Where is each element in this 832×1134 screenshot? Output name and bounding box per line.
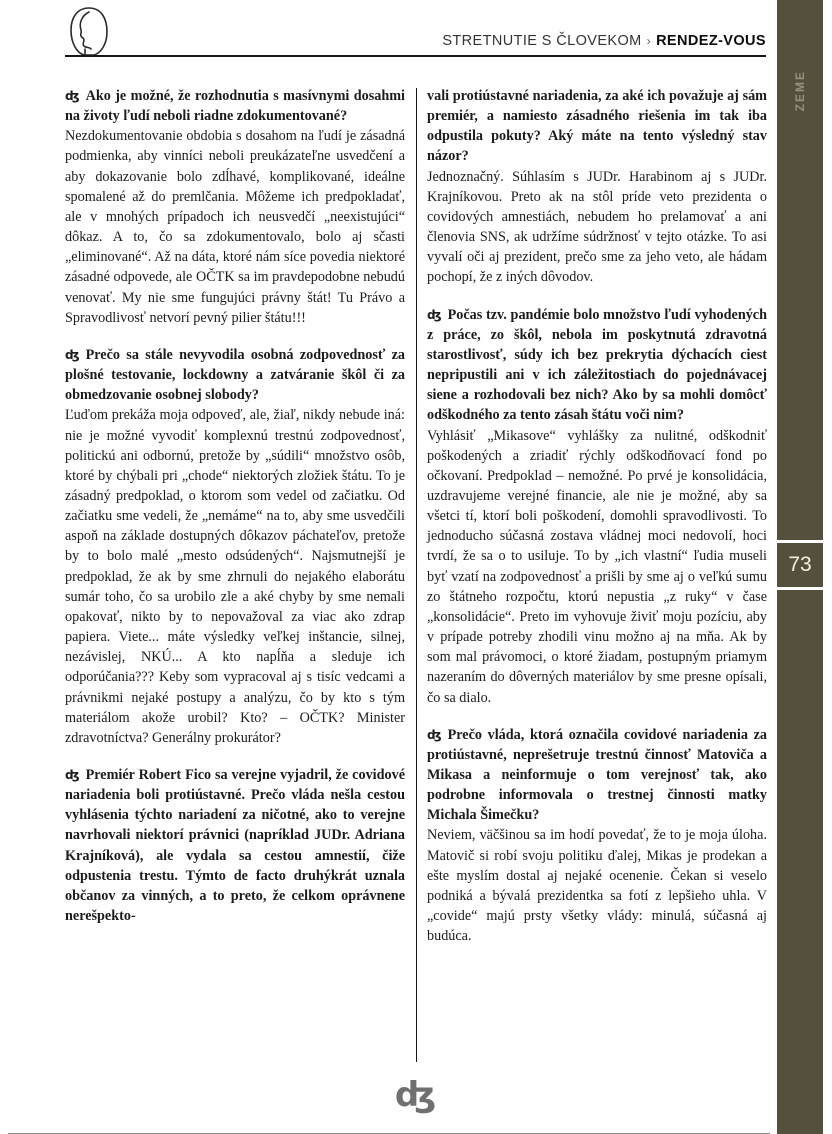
footer-logo-glyph-icon: ʤ [394, 1075, 437, 1115]
chevron-separator-icon: › [646, 34, 652, 48]
spine-label-wrap [777, 70, 823, 111]
question-text: Prečo sa stále nevyvodila osobná zodpovednosť za plošné testovanie, lockdowny a zatváranie škôl či za obmedzovanie osobnej slobody? [65, 346, 405, 404]
section-title: STRETNUTIE S ČLOVEKOM [442, 33, 642, 49]
spine-label: ZEME [793, 70, 807, 112]
interview-answer: Nezdokumentovanie obdobia s dosahom na ľudí je zásadná podmienka, aby vinníci neboli preukázateľne usvedčení a aby dokazovanie bolo zdĺhavé, komplikované, ideálne spomalené až do premlčania. Môžeme ich predpokladať, ale v mnohých prípadoch ich neusvedčí „neexistujúci“ dôkaz. A to, čo sa zdokumentovalo, bolo aj sčasti „eliminované“. Až na dáta, ktoré nám síce povedia niektoré zásadné odpovede, ale OČTK sa im pravdepodobne nebudú venovať. My nie sme fungujúci právny štát! Tu Právo a Spravodlivosť netvorí pevný pilier štátu!!! [65, 128, 405, 326]
head-profile-logo-icon [66, 6, 112, 58]
interview-question [427, 305, 767, 426]
interview-question [427, 725, 767, 826]
question-marker-icon: ʤ [65, 347, 80, 362]
question-text: Počas tzv. pandémie bolo množstvo ľudí vyhodených z práce, zo škôl, nebola im poskytnutá zdravotná starostlivosť, súdy ich bez prekrytia dýchacích ciest nepripustili ani v ich záležitostiach do pojednávacej siene a rozhodovali bez nich? Ako by sa mohli domôcť odškodného za tento zásah štátu voči nim? [427, 306, 767, 424]
interview-answer: Neviem, väčšinou sa im hodí povedať, že to je moja úloha. Matovič si robí svoju politiku ďalej, Mikas je prodekan a ešte myslím dostal aj nejaké ocenenie. Čekan si veselo podniká a bývalá prezidentka sa fotí z lepšieho uhla. V „covide“ majú prsty všetky vlády: minulá, súčasná aj budúca. [427, 827, 767, 945]
question-marker-icon: ʤ [427, 307, 442, 322]
page-number-badge [777, 540, 823, 590]
question-text: Prečo vláda, ktorá označila covidové nariadenia za protiústavné, neprešetruje trestnú činnosť Matoviča a Mikasa a neinformuje o tom verejnosť tak, ako podrobne informovala o trestnej činnosti matky Michala Šimečku? [427, 726, 767, 824]
right-column [427, 86, 767, 1078]
article-body [65, 86, 767, 1078]
header-divider [65, 55, 766, 57]
question-text: Premiér Robert Fico sa verejne vyjadril, že covidové nariadenia boli protiústavné. Prečo vláda nešla cestou vyhlásenia týchto nariadení za ničotné, ako to verejne navrhovali niektorí právnici (napríklad JUDr. Adriana Krajníková), ale vydala sa cestou amnestií, čiže odpustenia trestu. Týmto de facto druhýkrát uznala občanov za vinných, a to preto, že celkom oprávnene nerešpekto- [65, 767, 405, 925]
interview-answer: Ľuďom prekáža moja odpoveď, ale, žiaľ, nikdy nebude iná: nie je možné vyvodiť komplexnú trestnú zodpovednosť, politickú ani odbornú, pretože by „súdili“ množstvo osôb, ktoré by chýbali pri „chode“ niektorých zložiek štátu. To je zásadný predpoklad, o ktorom som vedel od začiatku. Od začiatku sme vedeli, že „nemáme“ na to, aby sme usvedčili aspoň na základe dostupných dôkazov páchateľov, pretože by to bolo malé „mesto odsúdených“. Najsmutnejší je predpoklad, že ak by sme zhrnuli do nejakého elaborátu sumár toho, čo sa urobilo zle a aké chyby by sme nemali opakovať, nikto by to nepovažoval za viac ako zdrap papiera. Viete... máte výsledky veľkej inštancie, silnej, nezávislej, NKÚ... A kto napĺňa a sleduje ich odporúčania??? Keby som vypracoval aj s tisíc vedcami a právnikmi nejaké postupy a analýzu, čo by kto s tým materiálom akože urobil? Kto? – OČTK? Minister zdravotníctva? Generálny prokurátor? [65, 407, 405, 746]
page-number: 73 [788, 553, 812, 576]
interview-question [65, 345, 405, 405]
interview-answer: Vyhlásiť „Mikasove“ vyhlášky za nulitné, odškodniť poškodených a zriadiť rýchly odškodňovací fond po očkovaní. Predpoklad – nemožné. Po prvé je konsolidácia, uzdravujeme verejné financie, ale nie je možné, aby sa všetci tí, ktorí boli poškodení, domohli spravodlivosti. To jednoducho súčasná zostava vládnej moci nedovolí, hoci tvrdí, že sa o to usiluje. To by „ich vlastní“ ľudia museli byť vzatí na zodpovednosť a prišli by sme aj o veľkú sumu zo štátneho rozpočtu, ktorú nepustia „z ruky“ v čase „konsolidácie“. Preto im vyhovuje živiť moju pozíciu, aby v prípade potreby zhodili vinu možno aj na mňa. Ak by som mal právomoci, o ktoré žiadam, postupným priamym nazeraním do dôverných materiálov by sme presne opísali, čo sa dialo. [427, 427, 767, 706]
question-marker-icon: ʤ [427, 727, 442, 742]
question-marker-icon: ʤ [65, 768, 80, 782]
section-title-highlight: RENDEZ-VOUS [656, 33, 766, 49]
magazine-head-logo [66, 6, 112, 58]
interview-question [65, 765, 405, 926]
page-kicker [65, 33, 766, 49]
column-divider [416, 88, 417, 1062]
interview-question-continued: vali protiústavné nariadenia, za aké ich považuje aj sám premiér, a namiesto zásadného riešenia im tak iba odpustila pokuty? Aký máte na tento výsledný stav názor? [427, 88, 767, 165]
interview-answer: Jednoznačný. Súhlasím s JUDr. Harabinom aj s JUDr. Krajníkovou. Preto ak na stôl príde veto prezidenta o covidových amnestiách, nebudem ho prelamovať a ani členovia SNS, ak udržíme súdržnosť v tejto otázke. To asi vyvalí oči aj prezident, prečo sme za jeho veto, ale hádam pochopí, že z iných dôvodov. [427, 168, 767, 286]
interview-question [65, 86, 405, 126]
question-marker-icon: ʤ [65, 89, 80, 103]
edge-sidebar [777, 0, 823, 1134]
question-text: Ako je možné, že rozhodnutia s masívnymi dosahmi na životy ľudí neboli riadne zdokumentované? [65, 88, 405, 125]
left-column [65, 86, 405, 1078]
